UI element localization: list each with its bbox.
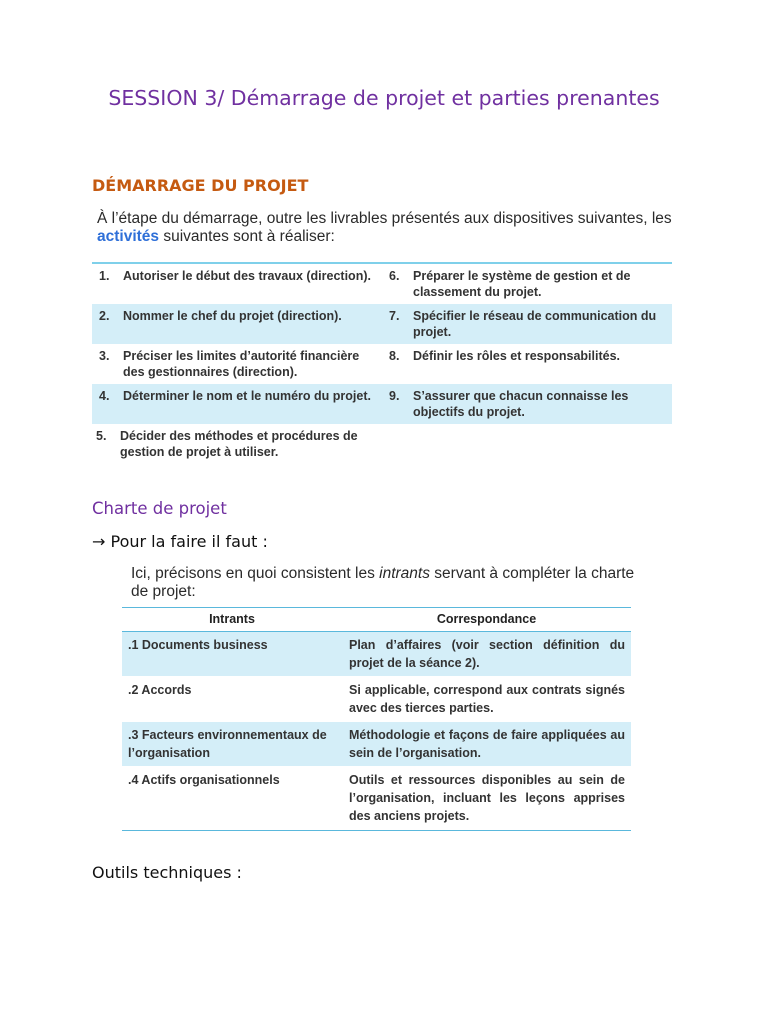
activity-text: Spécifier le réseau de communication du projet. [413,309,657,339]
activity-text: Nommer le chef du projet (direction). [123,309,342,323]
intro-text-start: À l’étape du démarrage, outre les livrables présentés aux dispositives suivantes, les [97,210,672,227]
charte-intro [131,565,651,601]
activity-empty-cell [382,424,672,464]
activity-number: 9. [389,389,400,403]
activities-row [92,304,672,344]
activity-text: Préciser les limites d’autorité financière des gestionnaires (direction). [123,349,360,379]
table-cell: Outils et ressources disponibles au sein de l’organisation, incluant les leçons apprises des anciens projets. [349,773,625,823]
table-row [122,632,631,677]
arrow-instruction: → Pour la faire il faut : [92,532,268,551]
activity-text: Définir les rôles et responsabilités. [413,349,621,363]
activity-text: Décider des méthodes et procédures de gestion de projet à utiliser. [120,429,358,459]
charte-intro-em: intrants [379,565,430,582]
activity-item [92,424,382,464]
table-row [122,767,631,830]
table-cell: .1 Documents business [128,638,268,652]
table-row [122,677,631,722]
intro-accent-word: activités [97,228,160,245]
activity-item [92,344,382,384]
activity-number: 6. [389,269,400,283]
activities-row [92,424,672,464]
activities-row [92,264,672,304]
table-cell: Si applicable, correspond aux contrats signés avec des tierces parties. [349,683,625,715]
activity-text: Déterminer le nom et le numéro du projet. [123,389,371,403]
demarrage-intro [97,210,677,246]
activities-row [92,384,672,424]
table-cell: Plan d’affaires (voir section définition du projet de la séance 2). [349,638,625,670]
activity-item [382,304,672,344]
table-cell: Méthodologie et façons de faire appliquées au sein de l’organisation. [349,728,625,760]
activity-number: 3. [99,349,110,363]
activity-number: 8. [389,349,400,363]
table-header-row [122,608,631,632]
section-heading-demarrage: DÉMARRAGE DU PROJET [92,176,309,195]
section-heading-charte: Charte de projet [92,499,227,518]
activity-number: 7. [389,309,400,323]
activities-table [92,262,672,464]
activity-item [382,264,672,304]
activity-number: 4. [99,389,110,403]
intro-text-end: suivantes sont à réaliser: [159,228,335,245]
activity-item [92,304,382,344]
activity-item [92,264,382,304]
activity-item [382,344,672,384]
column-header-correspondance: Correspondance [436,612,537,626]
table-cell: .2 Accords [128,683,192,697]
table-cell: .4 Actifs organisationnels [128,773,280,787]
activities-row [92,344,672,384]
table-cell: .3 Facteurs environnementaux de l’organisation [128,728,327,760]
charte-intro-end: servant à compléter la charte de projet: [131,565,635,600]
activity-number: 1. [99,269,110,283]
column-header-intrants: Intrants [209,612,255,626]
activity-text: Préparer le système de gestion et de classement du projet. [413,269,631,299]
activity-item [382,384,672,424]
outils-techniques-heading: Outils techniques : [92,863,242,882]
charte-intro-start: Ici, précisons en quoi consistent les [131,565,380,582]
activity-number: 2. [99,309,110,323]
intrants-table [122,607,631,831]
activity-text: Autoriser le début des travaux (direction). [123,269,371,283]
activity-item [92,384,382,424]
table-row [122,722,631,767]
activity-text: S’assurer que chacun connaisse les objectifs du projet. [413,389,629,419]
activity-number: 5. [96,429,107,443]
page-title: SESSION 3/ Démarrage de projet et parties prenantes [108,86,660,110]
